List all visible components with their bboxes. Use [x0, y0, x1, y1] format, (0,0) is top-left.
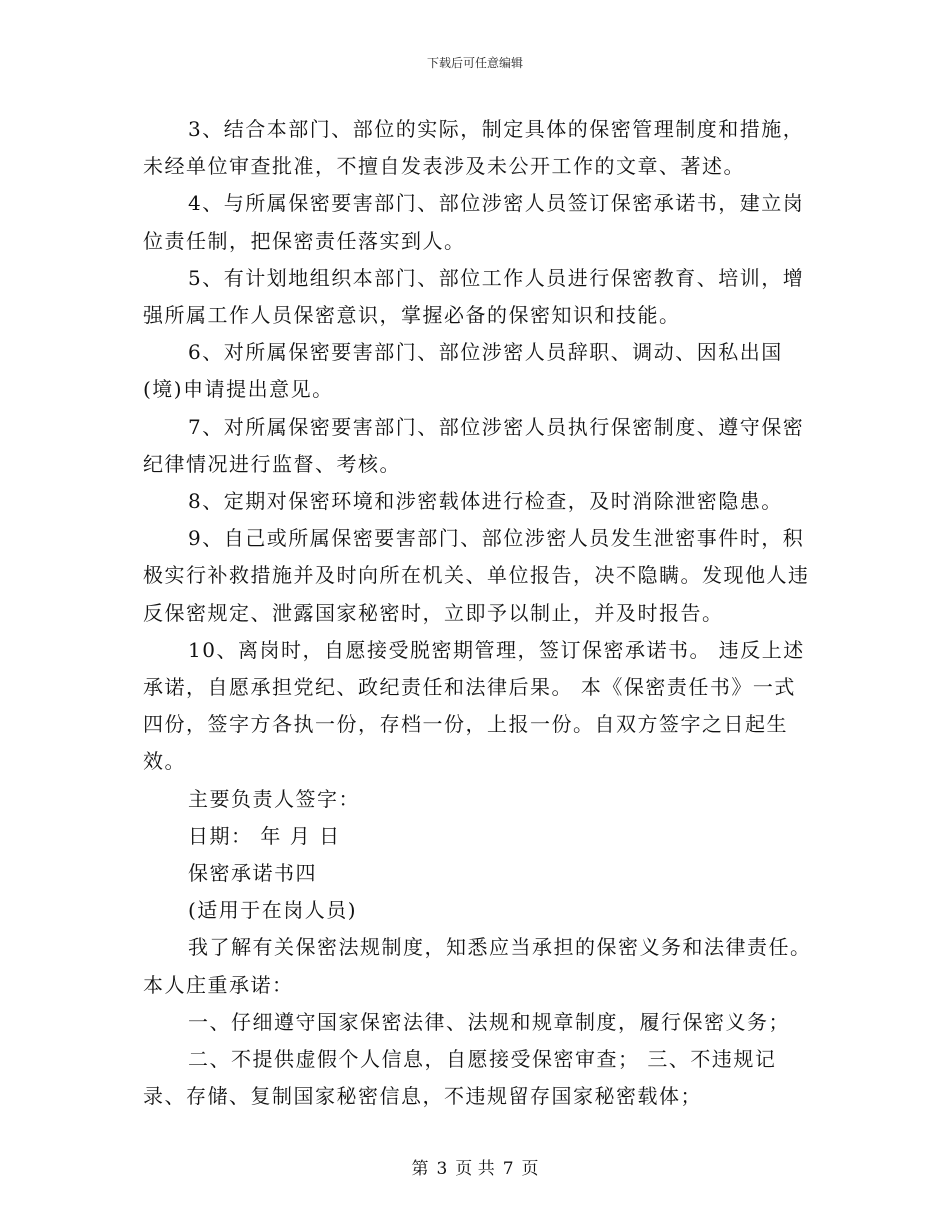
paragraph-item-9: 9、自己或所属保密要害部门、部位涉密人员发生泄密事件时，积极实行补救措施并及时向所在机关、单位报告，决不隐瞒。发现他人违反保密规定、泄露国家秘密时，立即予以制止，并及时报告。: [143, 526, 810, 625]
page-number-current: 3: [436, 1159, 448, 1179]
page-number-total: 7: [502, 1159, 514, 1179]
section-subtitle: (适用于在岗人员): [188, 898, 358, 923]
page-footer: [0, 1154, 950, 1179]
paragraph-item-5: 5、有计划地组织本部门、部位工作人员进行保密教育、培训，增强所属工作人员保密意识，掌握必备的保密知识和技能。: [143, 265, 805, 328]
paragraph-item-3: 3、结合本部门、部位的实际，制定具体的保密管理制度和措施，未经单位审查批准，不擅自发表涉及未公开工作的文章、著述。: [143, 117, 805, 179]
paragraph-item-10: 10、离岗时，自愿接受脱密期管理，签订保密承诺书。 违反上述承诺，自愿承担党纪、政纪责任和法律后果。 本《保密责任书》一式四份，签字方各执一份，存档一份，上报一份。自双方签字之日起生效。: [143, 637, 805, 774]
footer-prefix: 第: [411, 1159, 429, 1179]
signature-line: 主要负责人签字：: [188, 786, 360, 811]
pledge-item-1: 一、仔细遵守国家保密法律、法规和规章制度，履行保密义务；: [188, 1009, 790, 1034]
document-body: [143, 111, 813, 1115]
date-line: 日期： 年 月 日: [188, 823, 341, 848]
paragraph-item-8: 8、定期对保密环境和涉密载体进行检查，及时消除泄密隐患。: [188, 489, 783, 514]
paragraph-item-7: 7、对所属保密要害部门、部位涉密人员执行保密制度、遵守保密纪律情况进行监督、考核。: [143, 414, 805, 476]
footer-middle: 页 共: [455, 1159, 495, 1179]
paragraph-item-4: 4、与所属保密要害部门、部位涉密人员签订保密承诺书，建立岗位责任制，把保密责任落实到人。: [143, 191, 805, 253]
page-header-note: 下载后可任意编辑: [426, 56, 523, 70]
paragraph-item-6: 6、对所属保密要害部门、部位涉密人员辞职、调动、因私出国(境)申请提出意见。: [143, 340, 783, 402]
footer-suffix: 页: [521, 1159, 539, 1179]
pledge-intro: 我了解有关保密法规制度，知悉应当承担的保密义务和法律责任。本人庄重承诺：: [143, 935, 812, 997]
pledge-item-2-3: 二、不提供虚假个人信息，自愿接受保密审查； 三、不违规记录、存储、复制国家秘密信息，不违规留存国家秘密载体；: [143, 1047, 777, 1109]
section-title: 保密承诺书四: [188, 861, 317, 886]
